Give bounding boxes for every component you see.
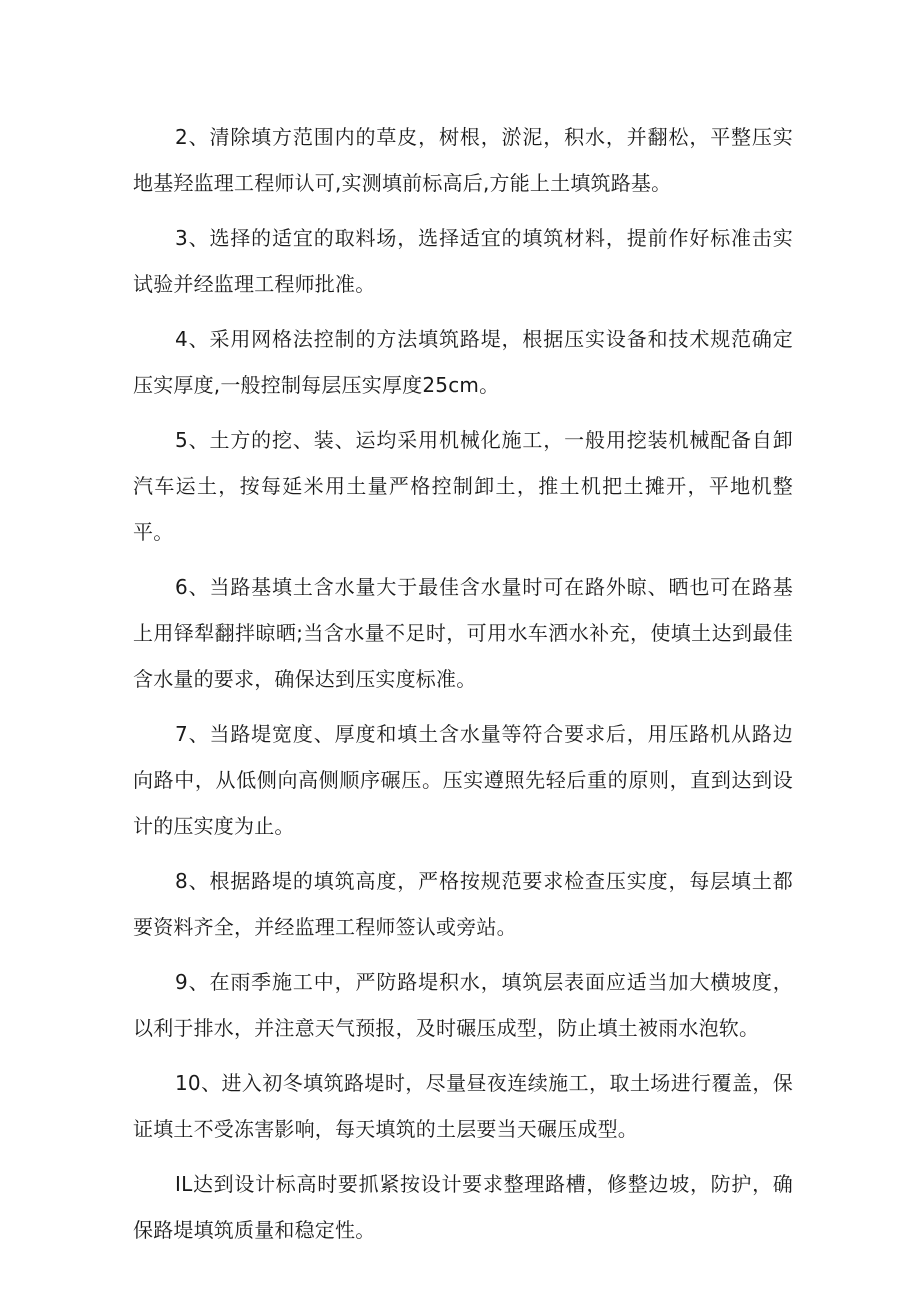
paragraph-item-7: 7、当路堤宽度、厚度和填土含水量等符合要求后，用压路机从路边向路中，从低侧向高侧顺序碾压。压实遵照先轻后重的原则，直到达到设计的压实度为止。	[133, 722, 793, 838]
paragraph-item-2: 2、清除填方范围内的草皮，树根，淤泥，积水，并翻松，平整压实地基羟监理工程师认可,实测填前标高后,方能上土填筑路基。	[133, 125, 793, 195]
paragraph-item-3: 3、选择的适宜的取料场，选择适宜的填筑材料，提前作好标准击实试验并经监理工程师批准。	[133, 226, 793, 296]
paragraph-item-4: 4、采用网格法控制的方法填筑路堤，根据压实设备和技术规范确定压实厚度,一般控制每层压实厚度25cm。	[133, 327, 793, 397]
paragraph-item-5: 5、土方的挖、装、运均采用机械化施工，一般用挖装机械配备自卸汽车运土，按每延米用土量严格控制卸土，推土机把土摊开，平地机整平。	[133, 428, 793, 544]
paragraph-item-9: 9、在雨季施工中，严防路堤积水，填筑层表面应适当加大横坡度，以利于排水，并注意天气预报，及时碾压成型，防止填土被雨水泡软。	[133, 970, 793, 1040]
paragraph-item-11: IL达到设计标高时要抓紧按设计要求整理路槽，修整边坡，防护，确保路堤填筑质量和稳定性。	[133, 1172, 793, 1242]
paragraph-item-10: 10、进入初冬填筑路堤时，尽量昼夜连续施工，取土场进行覆盖，保证填土不受冻害影响，每天填筑的土层要当天碾压成型。	[133, 1071, 793, 1141]
paragraph-item-8: 8、根据路堤的填筑高度，严格按规范要求检查压实度，每层填土都要资料齐全，并经监理工程师签认或旁站。	[133, 869, 793, 939]
document-body	[133, 114, 793, 1262]
paragraph-item-6: 6、当路基填土含水量大于最佳含水量时可在路外晾、晒也可在路基上用铎犁翻拌晾晒;当含水量不足时，可用水车洒水补充，使填土达到最佳含水量的要求，确保达到压实度标准。	[133, 575, 793, 691]
